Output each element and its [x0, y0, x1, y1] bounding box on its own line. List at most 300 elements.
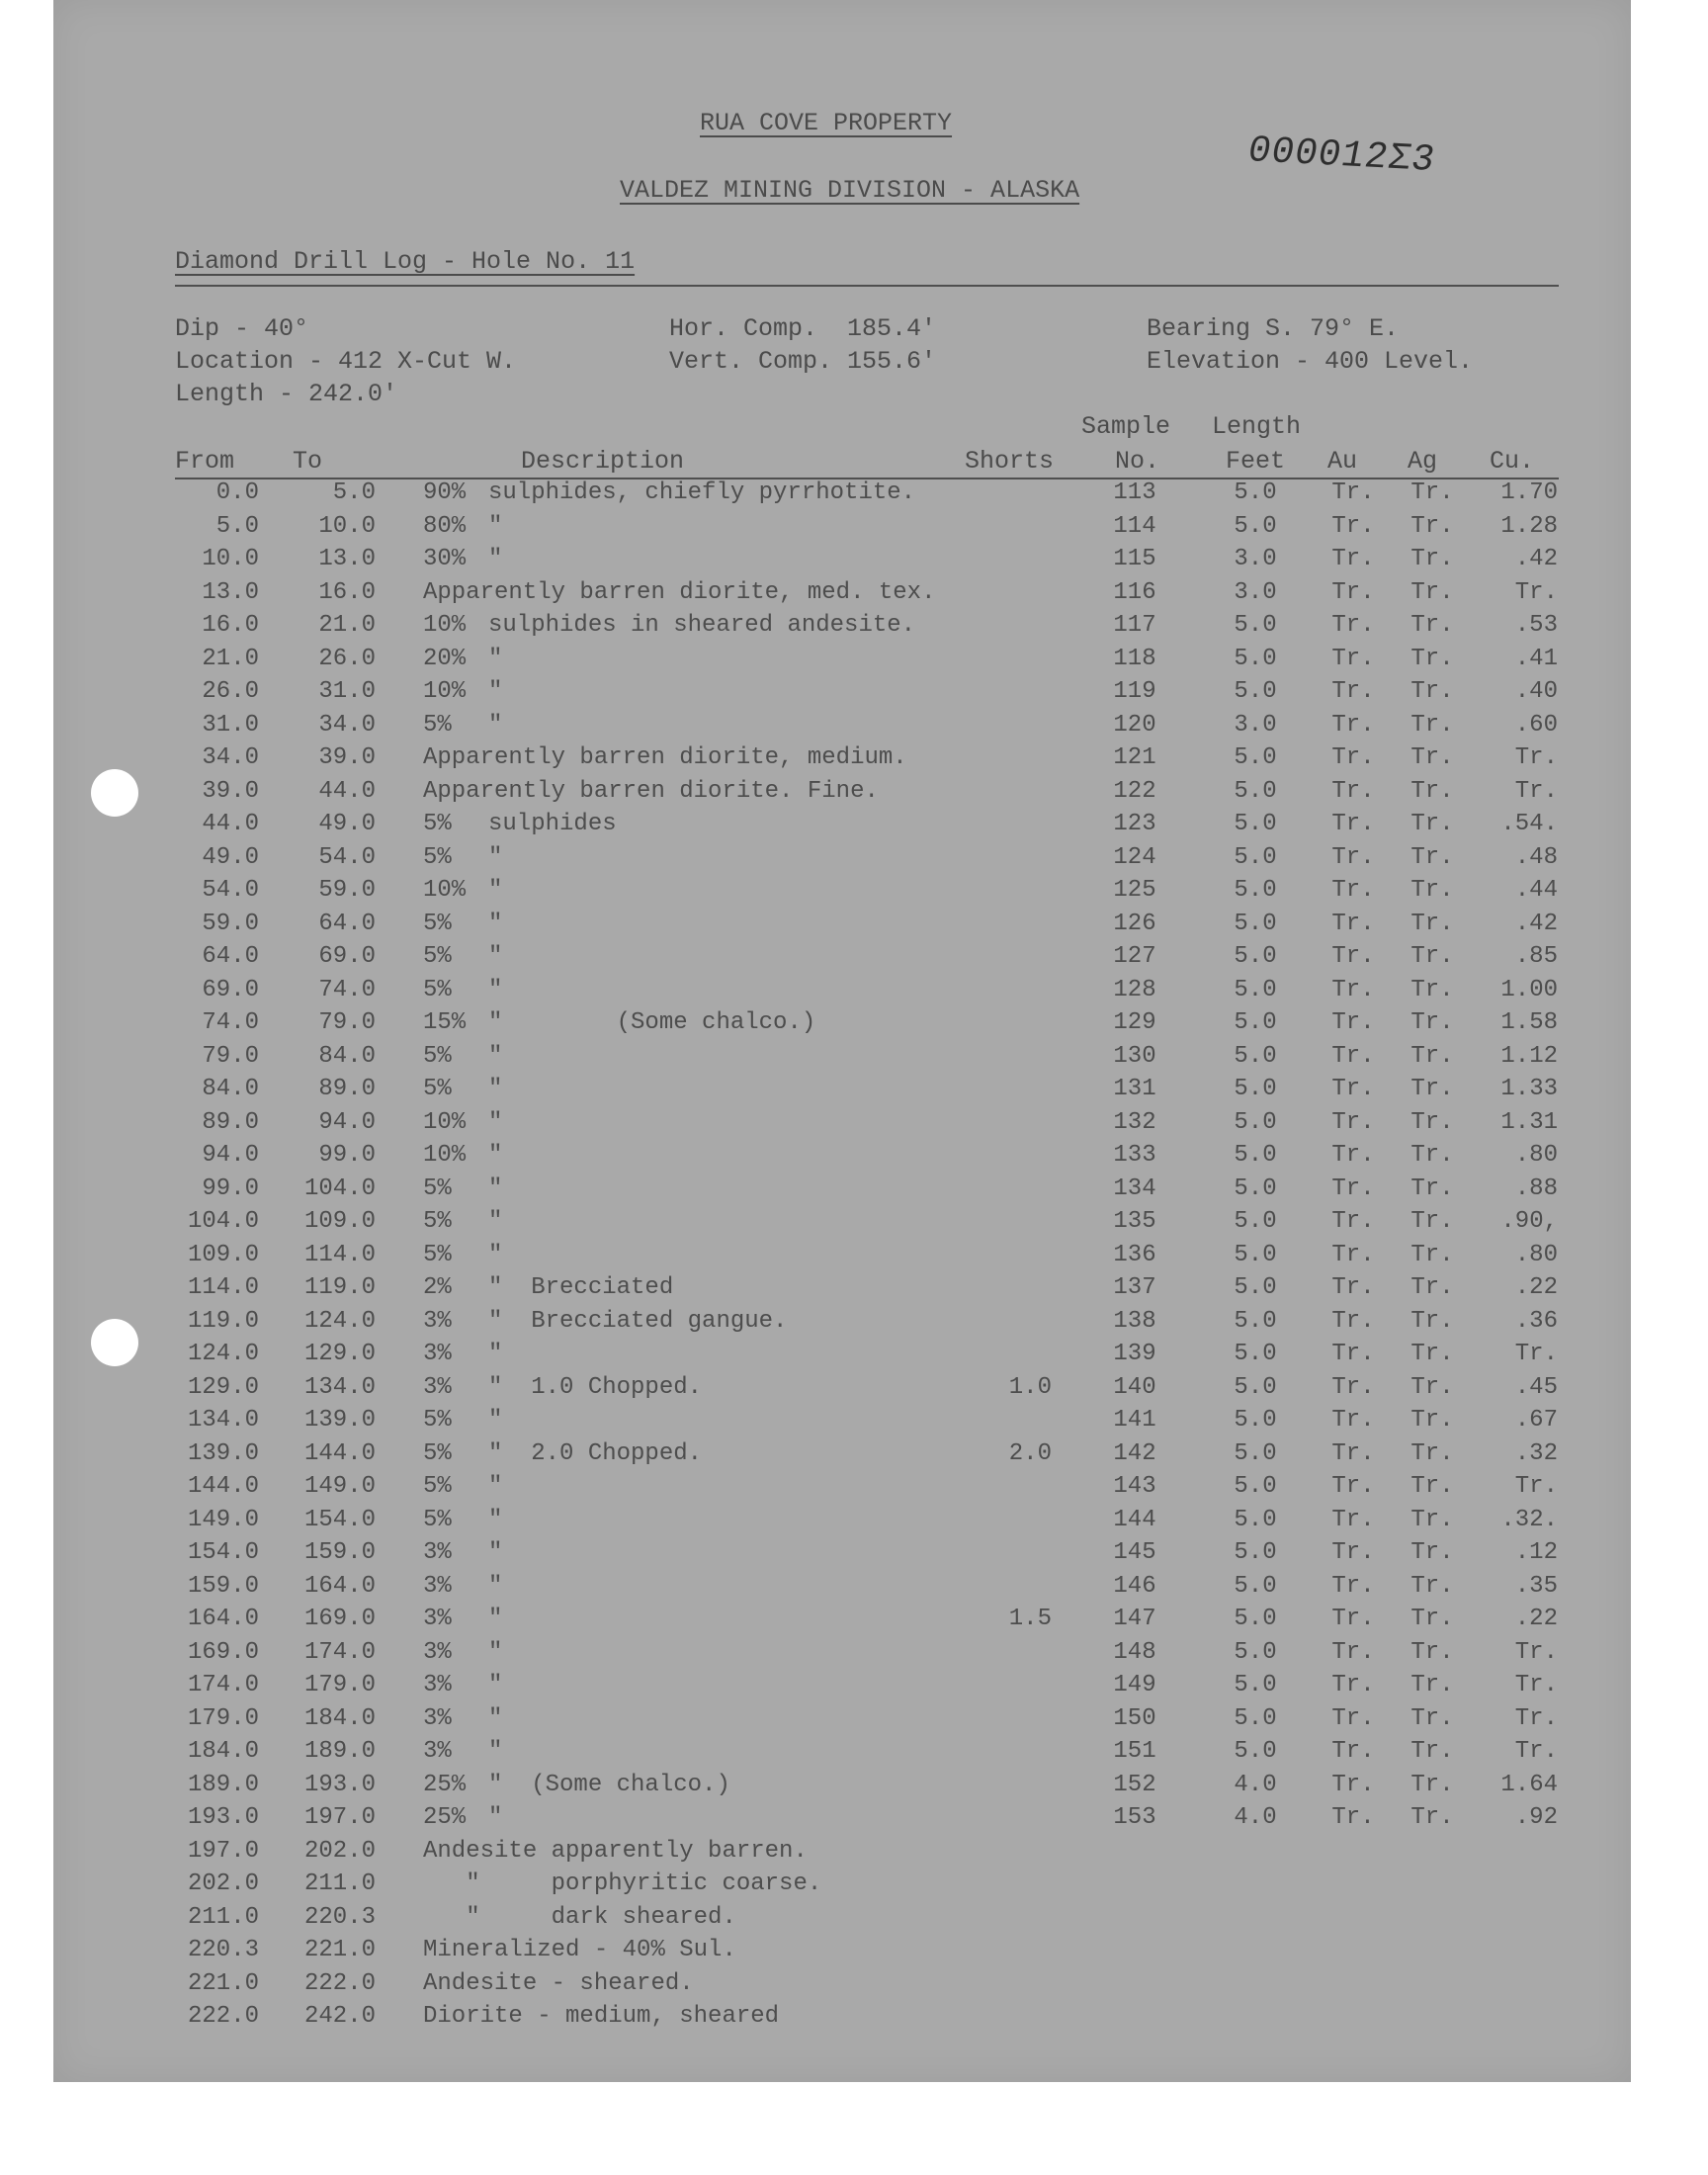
cell-au: Tr. [1331, 645, 1375, 672]
cell-cu: Tr. [1514, 1672, 1558, 1698]
cell-to: 222.0 [303, 1969, 376, 1997]
cell-length-feet: 5.0 [1234, 1108, 1277, 1136]
cell-cu: 1.70 [1500, 479, 1558, 506]
cell-sample-no: 116 [1113, 578, 1156, 606]
cell-description: " [488, 1076, 503, 1102]
cell-cu: 1.00 [1500, 976, 1558, 1003]
cell-length-feet: 5.0 [1234, 1539, 1277, 1566]
info-divider [175, 285, 1559, 287]
cell-to: 54.0 [318, 843, 376, 871]
cell-description: Andesite - sheared. [423, 1969, 694, 1997]
cell-percent: 3% [423, 1373, 452, 1401]
cell-au: Tr. [1331, 1439, 1375, 1467]
cell-sample-no: 138 [1113, 1307, 1156, 1335]
cell-to: 44.0 [318, 777, 376, 805]
cell-to: 49.0 [318, 811, 376, 837]
cell-description: " [488, 1341, 503, 1367]
cell-ag: Tr. [1410, 843, 1454, 871]
cell-sample-no: 126 [1113, 910, 1156, 937]
cell-au: Tr. [1331, 1208, 1375, 1235]
cell-length-feet: 5.0 [1234, 1506, 1277, 1533]
cell-percent: 5% [423, 843, 452, 871]
cell-from: 21.0 [202, 645, 259, 672]
cell-ag: Tr. [1410, 1274, 1454, 1301]
cell-au: Tr. [1331, 1407, 1375, 1434]
cell-au: Tr. [1331, 1539, 1375, 1566]
cell-description: " [488, 678, 503, 705]
cell-length-feet: 5.0 [1234, 1208, 1277, 1235]
cell-length-feet: 5.0 [1234, 1341, 1277, 1367]
cell-to: 202.0 [303, 1837, 376, 1865]
cell-percent: 5% [423, 711, 452, 739]
cell-sample-no: 132 [1113, 1108, 1156, 1136]
cell-au: Tr. [1331, 843, 1375, 871]
cell-from: 139.0 [187, 1439, 259, 1467]
cell-cu: .32. [1500, 1506, 1558, 1533]
cell-to: 164.0 [303, 1572, 376, 1600]
cell-from: 202.0 [187, 1870, 259, 1897]
cell-description: sulphides [488, 811, 617, 837]
cell-sample-no: 148 [1113, 1638, 1156, 1666]
cell-cu: .85 [1514, 943, 1558, 970]
cell-from: 134.0 [187, 1407, 259, 1434]
cell-description: " [488, 512, 503, 540]
cell-from: 220.3 [187, 1937, 259, 1963]
col-header-cu: Cu. [1490, 447, 1535, 476]
cell-cu: .35 [1514, 1572, 1558, 1600]
cell-from: 10.0 [202, 546, 259, 572]
cell-length-feet: 5.0 [1234, 1307, 1277, 1335]
cell-percent: 80% [423, 512, 467, 540]
cell-percent: 5% [423, 1076, 452, 1102]
cell-description: " (Some chalco.) [488, 1771, 730, 1798]
cell-shorts: 2.0 [1008, 1439, 1052, 1467]
cell-sample-no: 142 [1113, 1439, 1156, 1467]
cell-au: Tr. [1331, 1142, 1375, 1169]
cell-from: 144.0 [187, 1473, 259, 1500]
cell-to: 211.0 [303, 1870, 376, 1897]
cell-description: Diorite - medium, sheared [423, 2003, 780, 2030]
cell-to: 114.0 [303, 1241, 376, 1268]
cell-sample-no: 131 [1113, 1076, 1156, 1102]
cell-from: 109.0 [187, 1241, 259, 1268]
cell-ag: Tr. [1410, 1174, 1454, 1202]
cell-description: " [488, 943, 503, 970]
cell-ag: Tr. [1410, 1473, 1454, 1500]
cell-from: 104.0 [187, 1208, 259, 1235]
cell-sample-no: 129 [1113, 1009, 1156, 1036]
cell-to: 154.0 [303, 1506, 376, 1533]
cell-au: Tr. [1331, 1042, 1375, 1070]
log-title: Diamond Drill Log - Hole No. 11 [175, 247, 636, 276]
cell-to: 69.0 [318, 943, 376, 970]
cell-length-feet: 5.0 [1234, 910, 1277, 937]
cell-length-feet: 5.0 [1234, 877, 1277, 904]
cell-length-feet: 3.0 [1234, 711, 1277, 739]
cell-cu: .41 [1514, 645, 1558, 672]
cell-percent: 25% [423, 1804, 467, 1831]
cell-percent: 5% [423, 943, 452, 970]
cell-from: 26.0 [202, 678, 259, 705]
cell-ag: Tr. [1410, 877, 1454, 904]
cell-to: 59.0 [318, 877, 376, 904]
cell-ag: Tr. [1410, 1042, 1454, 1070]
cell-description: " Brecciated gangue. [488, 1307, 788, 1335]
cell-description: Mineralized - 40% Sul. [423, 1937, 736, 1963]
cell-percent: 3% [423, 1572, 452, 1600]
cell-ag: Tr. [1410, 1108, 1454, 1136]
cell-to: 159.0 [303, 1539, 376, 1566]
cell-percent: 10% [423, 612, 467, 639]
cell-length-feet: 5.0 [1234, 843, 1277, 871]
cell-sample-no: 153 [1113, 1804, 1156, 1831]
cell-cu: 1.28 [1500, 512, 1558, 540]
cell-sample-no: 143 [1113, 1473, 1156, 1500]
cell-length-feet: 5.0 [1234, 1042, 1277, 1070]
cell-to: 26.0 [318, 645, 376, 672]
cell-percent: 3% [423, 1704, 452, 1732]
cell-description: " [488, 1108, 503, 1136]
cell-sample-no: 119 [1113, 678, 1156, 705]
cell-length-feet: 5.0 [1234, 1142, 1277, 1169]
cell-from: 31.0 [202, 711, 259, 739]
cell-to: 174.0 [303, 1638, 376, 1666]
cell-description: Apparently barren diorite, medium. [423, 744, 907, 771]
cell-sample-no: 124 [1113, 843, 1156, 871]
cell-cu: .60 [1514, 711, 1558, 739]
cell-sample-no: 145 [1113, 1539, 1156, 1566]
cell-sample-no: 114 [1113, 512, 1156, 540]
cell-ag: Tr. [1410, 645, 1454, 672]
cell-ag: Tr. [1410, 612, 1454, 639]
cell-to: 99.0 [318, 1142, 376, 1169]
col-header-ag: Ag [1408, 447, 1438, 476]
cell-to: 139.0 [303, 1407, 376, 1434]
info-length: Length - 242.0' [175, 380, 398, 408]
cell-sample-no: 136 [1113, 1241, 1156, 1268]
col-header-sample: Sample [1081, 412, 1171, 441]
cell-to: 184.0 [303, 1704, 376, 1732]
cell-from: 79.0 [202, 1042, 259, 1070]
cell-length-feet: 5.0 [1234, 612, 1277, 639]
cell-to: 79.0 [318, 1009, 376, 1036]
cell-sample-no: 127 [1113, 943, 1156, 970]
cell-percent: 5% [423, 910, 452, 937]
cell-description: " 1.0 Chopped. [488, 1373, 703, 1401]
cell-to: 10.0 [318, 512, 376, 540]
cell-cu: .48 [1514, 843, 1558, 871]
cell-percent: 5% [423, 1407, 452, 1434]
cell-au: Tr. [1331, 1108, 1375, 1136]
cell-percent: 10% [423, 1142, 467, 1169]
cell-cu: Tr. [1514, 1638, 1558, 1666]
cell-length-feet: 5.0 [1234, 1076, 1277, 1102]
cell-cu: .22 [1514, 1274, 1558, 1301]
cell-description: " [488, 1506, 503, 1533]
cell-percent: 2% [423, 1274, 452, 1301]
cell-length-feet: 5.0 [1234, 1606, 1277, 1632]
cell-description: " [488, 1174, 503, 1202]
cell-percent: 10% [423, 1108, 467, 1136]
cell-to: 21.0 [318, 612, 376, 639]
cell-to: 84.0 [318, 1042, 376, 1070]
cell-au: Tr. [1331, 479, 1375, 506]
info-bearing: Bearing S. 79° E. [1147, 314, 1400, 343]
cell-au: Tr. [1331, 1506, 1375, 1533]
cell-from: 154.0 [187, 1539, 259, 1566]
cell-ag: Tr. [1410, 479, 1454, 506]
cell-au: Tr. [1331, 1572, 1375, 1600]
cell-description: Apparently barren diorite, med. tex. [423, 578, 936, 606]
cell-to: 242.0 [303, 2003, 376, 2030]
cell-ag: Tr. [1410, 1009, 1454, 1036]
cell-au: Tr. [1331, 910, 1375, 937]
cell-cu: .54. [1500, 811, 1558, 837]
cell-from: 84.0 [202, 1076, 259, 1102]
cell-from: 119.0 [187, 1307, 259, 1335]
cell-au: Tr. [1331, 777, 1375, 805]
cell-sample-no: 151 [1113, 1738, 1156, 1765]
cell-from: 94.0 [202, 1142, 259, 1169]
cell-percent: 5% [423, 1174, 452, 1202]
cell-length-feet: 5.0 [1234, 1473, 1277, 1500]
cell-to: 144.0 [303, 1439, 376, 1467]
col-header-sample-no: No. [1115, 447, 1160, 476]
cell-au: Tr. [1331, 1771, 1375, 1798]
cell-description: sulphides in sheared andesite. [488, 612, 916, 639]
cell-percent: 10% [423, 678, 467, 705]
cell-to: 39.0 [318, 744, 376, 771]
cell-from: 54.0 [202, 877, 259, 904]
cell-description: Apparently barren diorite. Fine. [423, 777, 879, 805]
cell-percent: 3% [423, 1672, 452, 1698]
cell-description: " (Some chalco.) [488, 1009, 816, 1036]
cell-sample-no: 115 [1113, 546, 1156, 572]
cell-percent: 3% [423, 1539, 452, 1566]
cell-ag: Tr. [1410, 777, 1454, 805]
col-header-feet: Feet [1226, 447, 1286, 476]
cell-cu: .32 [1514, 1439, 1558, 1467]
cell-percent: 5% [423, 1042, 452, 1070]
cell-to: 119.0 [303, 1274, 376, 1301]
cell-to: 124.0 [303, 1307, 376, 1335]
cell-ag: Tr. [1410, 1307, 1454, 1335]
cell-au: Tr. [1331, 1804, 1375, 1831]
cell-cu: .80 [1514, 1241, 1558, 1268]
cell-ag: Tr. [1410, 1341, 1454, 1367]
cell-au: Tr. [1331, 1174, 1375, 1202]
cell-length-feet: 5.0 [1234, 678, 1277, 705]
cell-cu: Tr. [1514, 744, 1558, 771]
binder-hole-bottom [91, 1319, 138, 1366]
cell-au: Tr. [1331, 512, 1375, 540]
cell-length-feet: 5.0 [1234, 1009, 1277, 1036]
cell-ag: Tr. [1410, 1704, 1454, 1732]
cell-au: Tr. [1331, 744, 1375, 771]
cell-ag: Tr. [1410, 744, 1454, 771]
cell-from: 149.0 [187, 1506, 259, 1533]
cell-percent: 5% [423, 811, 452, 837]
cell-ag: Tr. [1410, 1142, 1454, 1169]
cell-cu: .67 [1514, 1407, 1558, 1434]
cell-to: 104.0 [303, 1174, 376, 1202]
col-header-to: To [293, 447, 323, 476]
cell-sample-no: 125 [1113, 877, 1156, 904]
cell-ag: Tr. [1410, 546, 1454, 572]
cell-au: Tr. [1331, 1274, 1375, 1301]
cell-from: 164.0 [187, 1606, 259, 1632]
cell-description: " [488, 910, 503, 937]
cell-from: 5.0 [215, 512, 259, 540]
cell-sample-no: 133 [1113, 1142, 1156, 1169]
cell-cu: .88 [1514, 1174, 1558, 1202]
info-elevation: Elevation - 400 Level. [1147, 347, 1474, 376]
cell-description: " [488, 877, 503, 904]
cell-percent: 25% [423, 1771, 467, 1798]
cell-from: 16.0 [202, 612, 259, 639]
cell-au: Tr. [1331, 1241, 1375, 1268]
cell-au: Tr. [1331, 546, 1375, 572]
cell-to: 64.0 [318, 910, 376, 937]
cell-cu: .44 [1514, 877, 1558, 904]
cell-ag: Tr. [1410, 1506, 1454, 1533]
cell-au: Tr. [1331, 1704, 1375, 1732]
cell-description: " [488, 1704, 503, 1732]
cell-to: 221.0 [303, 1937, 376, 1963]
cell-to: 197.0 [303, 1804, 376, 1831]
cell-from: 69.0 [202, 976, 259, 1003]
cell-au: Tr. [1331, 1738, 1375, 1765]
cell-sample-no: 117 [1113, 612, 1156, 639]
cell-percent: 3% [423, 1606, 452, 1632]
cell-ag: Tr. [1410, 1241, 1454, 1268]
cell-length-feet: 3.0 [1234, 546, 1277, 572]
cell-sample-no: 118 [1113, 645, 1156, 672]
cell-from: 39.0 [202, 777, 259, 805]
cell-length-feet: 4.0 [1234, 1804, 1277, 1831]
cell-length-feet: 5.0 [1234, 1638, 1277, 1666]
cell-au: Tr. [1331, 578, 1375, 606]
cell-au: Tr. [1331, 1341, 1375, 1367]
cell-ag: Tr. [1410, 1373, 1454, 1401]
cell-from: 197.0 [187, 1837, 259, 1865]
cell-cu: .12 [1514, 1539, 1558, 1566]
cell-length-feet: 5.0 [1234, 811, 1277, 837]
cell-ag: Tr. [1410, 1439, 1454, 1467]
col-header-length: Length [1212, 412, 1302, 441]
cell-percent: 5% [423, 976, 452, 1003]
cell-length-feet: 5.0 [1234, 976, 1277, 1003]
cell-from: 59.0 [202, 910, 259, 937]
cell-description: " [488, 976, 503, 1003]
cell-from: 124.0 [187, 1341, 259, 1367]
cell-length-feet: 5.0 [1234, 1241, 1277, 1268]
cell-cu: .80 [1514, 1142, 1558, 1169]
cell-ag: Tr. [1410, 578, 1454, 606]
cell-cu: .36 [1514, 1307, 1558, 1335]
cell-ag: Tr. [1410, 512, 1454, 540]
cell-sample-no: 120 [1113, 711, 1156, 739]
cell-description: " [488, 1208, 503, 1235]
cell-description: " [488, 645, 503, 672]
cell-from: 49.0 [202, 843, 259, 871]
cell-from: 174.0 [187, 1672, 259, 1698]
document-title: RUA COVE PROPERTY [700, 109, 953, 137]
cell-from: 169.0 [187, 1638, 259, 1666]
cell-percent: 5% [423, 1439, 452, 1467]
cell-sample-no: 146 [1113, 1572, 1156, 1600]
cell-au: Tr. [1331, 678, 1375, 705]
cell-ag: Tr. [1410, 1208, 1454, 1235]
col-header-from: From [175, 447, 235, 476]
cell-sample-no: 121 [1113, 744, 1156, 771]
cell-from: 159.0 [187, 1572, 259, 1600]
info-vert-comp: Vert. Comp. 155.6' [669, 347, 937, 376]
cell-cu: Tr. [1514, 1341, 1558, 1367]
cell-ag: Tr. [1410, 1804, 1454, 1831]
cell-cu: .90, [1500, 1208, 1558, 1235]
cell-sample-no: 113 [1113, 479, 1156, 506]
cell-description: " [488, 1804, 503, 1831]
cell-cu: .92 [1514, 1804, 1558, 1831]
cell-percent: 5% [423, 1473, 452, 1500]
cell-au: Tr. [1331, 1672, 1375, 1698]
cell-description: " [488, 546, 503, 572]
cell-length-feet: 5.0 [1234, 1439, 1277, 1467]
cell-length-feet: 5.0 [1234, 1407, 1277, 1434]
col-header-description: Description [521, 447, 685, 476]
cell-to: 89.0 [318, 1076, 376, 1102]
cell-length-feet: 5.0 [1234, 1738, 1277, 1765]
info-hor-comp: Hor. Comp. 185.4' [669, 314, 937, 343]
cell-cu: Tr. [1514, 1704, 1558, 1732]
cell-sample-no: 139 [1113, 1341, 1156, 1367]
cell-description: " Brecciated [488, 1274, 674, 1301]
cell-cu: Tr. [1514, 1738, 1558, 1765]
cell-sample-no: 134 [1113, 1174, 1156, 1202]
cell-description: " [488, 1672, 503, 1698]
cell-to: 179.0 [303, 1672, 376, 1698]
cell-from: 74.0 [202, 1009, 259, 1036]
info-location: Location - 412 X-Cut W. [175, 347, 517, 376]
cell-from: 222.0 [187, 2003, 259, 2030]
cell-from: 64.0 [202, 943, 259, 970]
cell-percent: 3% [423, 1738, 452, 1765]
cell-description: " [488, 1572, 503, 1600]
cell-length-feet: 5.0 [1234, 1704, 1277, 1732]
cell-au: Tr. [1331, 711, 1375, 739]
cell-sample-no: 140 [1113, 1373, 1156, 1401]
cell-description: " [488, 1738, 503, 1765]
cell-ag: Tr. [1410, 976, 1454, 1003]
cell-ag: Tr. [1410, 678, 1454, 705]
cell-from: 211.0 [187, 1903, 259, 1931]
cell-sample-no: 144 [1113, 1506, 1156, 1533]
cell-au: Tr. [1331, 1638, 1375, 1666]
cell-au: Tr. [1331, 1009, 1375, 1036]
cell-ag: Tr. [1410, 1539, 1454, 1566]
cell-description: " [488, 1638, 503, 1666]
cell-to: 13.0 [318, 546, 376, 572]
cell-cu: .40 [1514, 678, 1558, 705]
cell-description: Andesite apparently barren. [423, 1837, 808, 1865]
cell-sample-no: 123 [1113, 811, 1156, 837]
cell-to: 5.0 [332, 479, 376, 506]
cell-to: 193.0 [303, 1771, 376, 1798]
cell-sample-no: 130 [1113, 1042, 1156, 1070]
cell-sample-no: 152 [1113, 1771, 1156, 1798]
cell-au: Tr. [1331, 1606, 1375, 1632]
